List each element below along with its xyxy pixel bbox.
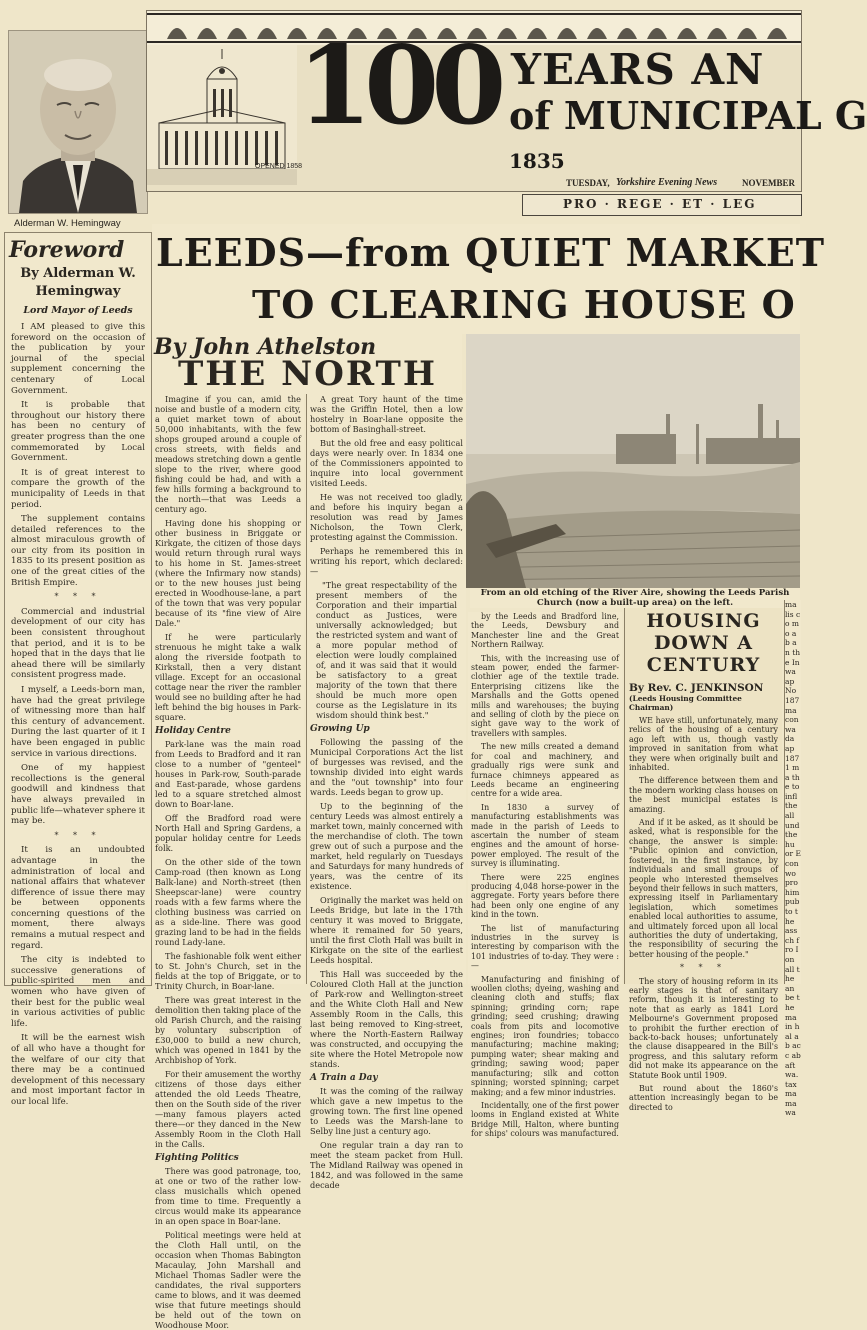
foreword-role: Lord Mayor of Leeds bbox=[23, 305, 133, 316]
masthead-banner bbox=[146, 10, 867, 192]
article-paragraph: He was not received too gladly, and before his inquiry began a resolution was read by James Nicholson, the Town Clerk, protesting against the Commission. bbox=[310, 492, 463, 542]
clipped-edge-column: ma lis co mo ab an the In wa ap No 187 ma con wa da ap 1871 ma the to infl the all und the hu or E con wo pro him pub to the ass ch fro I on all the an be the ma in hal ab acc ab aft wa. tax ma ma wa bbox=[785, 600, 801, 1118]
article-kicker: THE NORTH bbox=[178, 354, 437, 394]
foreword-column bbox=[4, 232, 152, 1107]
foreword-paragraph: It will be the earnest wish of all who have a thought for the welfare of our city that there may be a continued development of this necessary and most important factor in our local life. bbox=[11, 1033, 145, 1107]
article-paragraph: The fashionable folk went either to St. John's Church, set in the fields at the top of Briggate, or to Trinity Church, in Boar-lane. bbox=[155, 951, 301, 991]
article-paragraph: Imagine if you can, amid the noise and bustle of a modern city, a quiet market town of about 50,000 inhabitants, with the few shops grouped around a couple of cross streets, with fields and meadows stretching down a gentle slope to the river, where good fishing could be had, and with a few hills forming a background to the north—that was Leeds a century ago. bbox=[155, 394, 301, 514]
article-paragraph: There were 225 engines producing 4,048 horse-power in the aggregate. Forty years before there had been only one engine of any kind in the town. bbox=[471, 872, 619, 920]
motto-banner bbox=[522, 194, 802, 216]
housing-article bbox=[624, 608, 782, 1112]
dateline-month: NOVEMBER bbox=[742, 178, 796, 188]
housing-role: (Leeds Housing Committee Chairman) bbox=[629, 694, 742, 712]
article-paragraph: Originally the market was held on Leeds Bridge, but late in the 17th century it was moved to Briggate, where it remained for 50 years, until the first Cloth Hall was built in Kirkgate on the site of the earliest Leeds hospital. bbox=[310, 895, 463, 965]
article-author bbox=[152, 334, 462, 394]
foreword-paragraph: The supplement contains detailed references to the almost miraculous growth of our city from its position in 1835 to its present position as one of the great cities of the British Empire. bbox=[11, 514, 145, 588]
foreword-paragraph: It is probable that throughout our history there has been no century of greater progress than the one commemorated by Local Government. bbox=[11, 400, 145, 464]
housing-body bbox=[629, 716, 778, 1112]
article-paragraph: There was great interest in the demolition then taking place of the old Parish Church, and the raising by voluntary subscription of £30,000 to build a new church, which was opened in 1841 by the Archbishop of York. bbox=[155, 995, 301, 1065]
housing-paragraph: WE have still, unfortunately, many relics of the housing of a century ago left with us, though vastly improved in sanitation from what they were when originally built and inhabited. bbox=[629, 716, 778, 773]
portrait-photo bbox=[9, 31, 147, 213]
river-aire-etching bbox=[466, 334, 800, 588]
article-paragraph: Off the Bradford road were North Hall and Spring Gardens, a popular holiday centre for Leeds folk. bbox=[155, 813, 301, 853]
article-paragraph: For their amusement the worthy citizens of those days either attended the old Leeds Theatre, then on the South side of the river—many famous players acted there—or they danced in the New Assembly Room in the Cloth Hall in the Calls. bbox=[155, 1069, 301, 1149]
subheading-train-a-day: A Train a Day bbox=[310, 1073, 378, 1083]
subheading-growing-up: Growing Up bbox=[310, 724, 370, 734]
article-paragraph: A great Tory haunt of the time was the Griffin Hotel, then a low hostelry in Boar-lane opposite the bottom of Basinghall-street. bbox=[310, 394, 463, 434]
foreword-byline: By Alderman W. Hemingway bbox=[20, 266, 136, 299]
section-divider: * * * bbox=[54, 830, 102, 840]
housing-byline: By Rev. C. JENKINSON bbox=[629, 682, 764, 694]
quote-text: "The great respectability of the present members of the Corporation and their impartial conduct as Justices, were universally acknowledged; but the restricted system and want of a more popular method of election were loudly complained of, and it was said that it would be satisfactory to a great majority of the town that there should be much more open course as the Legislature in its wisdom should think best." bbox=[316, 580, 457, 720]
article-paragraph: One regular train a day ran to meet the steam packet from Hull. The Midland Railway was opened in 1842, and was followed in the same decade bbox=[310, 1140, 463, 1190]
foreword-paragraph: The city is indebted to successive generations of public-spirited men and women who have given of their best for the public weal in various activities of public life. bbox=[11, 955, 145, 1029]
masthead-title-line1: YEARS AN bbox=[511, 45, 765, 94]
dateline-day: TUESDAY, bbox=[566, 178, 610, 188]
article-paragraph: But the old free and easy political days were nearly over. In 1834 one of the Commissioners appointed to inquire into local government visited Leeds. bbox=[310, 438, 463, 488]
headline-line1: LEEDS—from QUIET MARKET bbox=[156, 230, 826, 275]
section-divider: * * * bbox=[54, 592, 102, 602]
foreword-paragraph: I myself, a Leeds-born man, have had the great privilege of witnessing more than half this century of advancement. During the last quarter of it I have been engaged in public service in various directions. bbox=[11, 685, 145, 759]
article-paragraph: The list of manufacturing industries in the survey is interesting by comparison with the 101 industries of to-day. They were :— bbox=[471, 923, 619, 971]
article-paragraph: There was good patronage, too, at one or two of the rather low-class musichalls which opened from time to time. Frequently a circus would make its appearance in an open space in Boar-lane. bbox=[155, 1166, 301, 1226]
foreword-body bbox=[5, 322, 151, 1108]
housing-title-3: CENTURY bbox=[646, 654, 761, 676]
article-paragraph: Park-lane was the main road from Leeds to Bradford and it ran close to a number of "genteel" houses in Park-row, South-parade and East-parade, whose gardens led to a square stretched almost down to Boar-lane. bbox=[155, 739, 301, 809]
centenary-number: 100 bbox=[297, 23, 499, 149]
section-divider: * * * bbox=[679, 963, 728, 973]
article-column-3 bbox=[468, 612, 622, 1139]
main-headline bbox=[152, 224, 826, 334]
article-paragraph: Perhaps he remembered this in writing his report, which declared:— bbox=[310, 546, 463, 576]
article-byline: By John Athelston bbox=[154, 334, 377, 360]
foreword-paragraph: It is an undoubted advantage in the administration of local and national affairs that whatever difference of issue there may be between opponents concerning questions of the moment, there always remains a mutual respect and regard. bbox=[11, 845, 145, 951]
article-paragraph: This Hall was succeeded by the Coloured Cloth Hall at the junction of Park-row and Wellington-street and the White Cloth Hall and New Assembly Room in the Calls, this last being removed to King-street, where the North-Eastern Railway was constructed, and occupying the site where the Hotel Metropole now stands. bbox=[310, 969, 463, 1069]
opened-date: OPENED 1858 bbox=[255, 163, 303, 170]
article-paragraph: Political meetings were held at the Cloth Hall until, on the occasion when Thomas Babington Macaulay, John Marshall and Michael Thomas Sadler were the candidates, the rival supporters came to blows, and it was deemed wise that future meetings should be held out of the town on Woodhouse Moor. bbox=[155, 1230, 301, 1330]
housing-paragraph: But round about the 1860's attention increasingly began to be directed to bbox=[629, 1084, 778, 1112]
article-paragraph: If he were particularly strenuous he might take a walk along the riverside footpath to Kirkstall, then a very distant village. Except for an occasional cottage near the river the rambler would see no building after he had left behind the big houses in Park-square. bbox=[155, 632, 301, 722]
foreword-heading: Foreword bbox=[9, 237, 125, 263]
foreword-paragraph: One of my happiest recollections is the general goodwill and kindness that have always prevailed in public life—whatever sphere it may be. bbox=[11, 763, 145, 827]
article-paragraph: Following the passing of the Municipal Corporations Act the list of burgesses was revised, and the township divided into eight wards and the "out township" into four wards. Leeds began to grow up. bbox=[310, 737, 463, 797]
article-column-2 bbox=[306, 394, 466, 1190]
portrait-caption: Alderman W. Hemingway bbox=[14, 218, 121, 229]
article-paragraph: by the Leeds and Bradford line, the Leeds, Dewsbury and Manchester line and the Great Northern Railway. bbox=[471, 612, 619, 650]
housing-title-1: HOUSING bbox=[646, 610, 761, 632]
headline-line2: TO CLEARING HOUSE O bbox=[252, 282, 796, 327]
foreword-paragraph: It is of great interest to compare the growth of the municipality of Leeds in that period. bbox=[11, 467, 145, 510]
masthead-title-line2: of MUNICIPAL G bbox=[509, 93, 867, 138]
etching-drawing bbox=[466, 334, 800, 588]
housing-title-2: DOWN A bbox=[653, 632, 754, 654]
article-paragraph: It was the coming of the railway which gave a new impetus to the growing town. The first line opened to Leeds was the Marsh-lane to Selby line just a century ago. bbox=[310, 1086, 463, 1136]
subheading-holiday-centre: Holiday Centre bbox=[155, 726, 231, 736]
etching-caption: From an old etching of the River Aire, showing the Leeds Parish Church (now a built-up area) on the left. bbox=[470, 588, 800, 608]
newspaper-name: Yorkshire Evening News bbox=[616, 177, 718, 188]
article-column-1 bbox=[152, 394, 304, 1330]
portrait bbox=[8, 30, 148, 214]
article-paragraph: Up to the beginning of the century Leeds was almost entirely a market town, mainly concerned with the merchandise of cloth. The town grew out of such a purpose and the market, held regularly on Tuesdays and Saturdays for many hundreds of years, was the centre of its existence. bbox=[310, 801, 463, 891]
foreword-paragraph: I AM pleased to give this foreword on the occasion of the publication by your journal of the special supplement concerning the centenary of Local Government. bbox=[11, 322, 145, 396]
subheading-fighting-politics: Fighting Politics bbox=[155, 1153, 239, 1163]
article-paragraph: Manufacturing and finishing of woollen cloths; dyeing, washing and cleaning cloth and stuffs; flax spinning; grinding corn; rape grinding; seed crushing; drawing coals from pits and locomotive engines; iron foundries; tobacco manufacturing; machine making; pumping water; shear making and grinding; sawing wood; paper manufacturing; silk and cotton spinning; worsted spinning; carpet making; and a few minor industries. bbox=[471, 974, 619, 1097]
masthead-year: 1835 bbox=[509, 149, 565, 173]
housing-paragraph: And if it be asked, as it should be asked, what is responsible for the change, the answer is simple: "Public opinion and conviction, fostered, in the first instance, by individuals and small groups of people who interested themselves beyond their fellows in such matters, expressing itself in Parliamentary legislation, which sometimes enabled local authorities to assume, and ultimately forced upon all local authorities the duty of undertaking, the responsibility of securing the better housing of the people." bbox=[629, 818, 778, 959]
article-paragraph: Incidentally, one of the first power looms in England existed at White Bridge Mill, Halton, where bunting for ships' colours was manufactured. bbox=[471, 1100, 619, 1139]
article-paragraph: The new mills created a demand for coal and machinery, and gradually rigs were sunk and furnace chimneys appeared as Leeds became an engineering centre for a wide area. bbox=[471, 742, 619, 799]
foreword-paragraph: Commercial and industrial development of our city has been consistent throughout that period, and it is to be hoped that in the days that lie ahead there will be similarly consistent progress made. bbox=[11, 606, 145, 681]
article-paragraph: In 1830 a survey of manufacturing establishments was made in the parish of Leeds to ascertain the number of steam engines and the amount of horse-power employed. The result of the survey is illuminating. bbox=[471, 802, 619, 869]
dateline-strip bbox=[456, 178, 800, 192]
motto-text: PRO · REGE · ET · LEG bbox=[563, 197, 757, 211]
article-paragraph: This, with the increasing use of steam power, ended the farmer-clothier age of the textile trade. Enterprising citizens like the Marshalls and the Gotts opened mills and warehouses; the buying and selling of cloth by the piece on sight gave way to the work of travellers with samples. bbox=[471, 653, 619, 738]
housing-paragraph: The difference between them and the modern working class houses on the best municipal estates is amazing. bbox=[629, 776, 778, 814]
article-paragraph: Having done his shopping or other business in Briggate or Kirkgate, the citizen of those days would return through rural ways to his home in St. James-street (where the Infirmary now stands) or to the new houses just being erected in Woodhouse-lane, a part of the town that was very popular because of its "fine view of Aire Dale." bbox=[155, 518, 301, 628]
housing-paragraph: The story of housing reform in its early stages is that of sanitary reform, though it is interesting to note that as early as 1841 Lord Melbourne's Government proposed to prohibit the further erection of back-to-back houses; unfortunately the clause disappeared in the Bill's progress, and this salutary reform did not make its appearance on the Statute Book until 1909. bbox=[629, 976, 778, 1080]
blockquote bbox=[310, 580, 463, 720]
article-paragraph: On the other side of the town Camp-road (then known as Long Balk-lane) and North-street (then Sheepscar-lane) were country roads with a few farms where the clothing business was carried on as a side-line. There was good grazing land to be had in the fields round Lady-lane. bbox=[155, 857, 301, 947]
